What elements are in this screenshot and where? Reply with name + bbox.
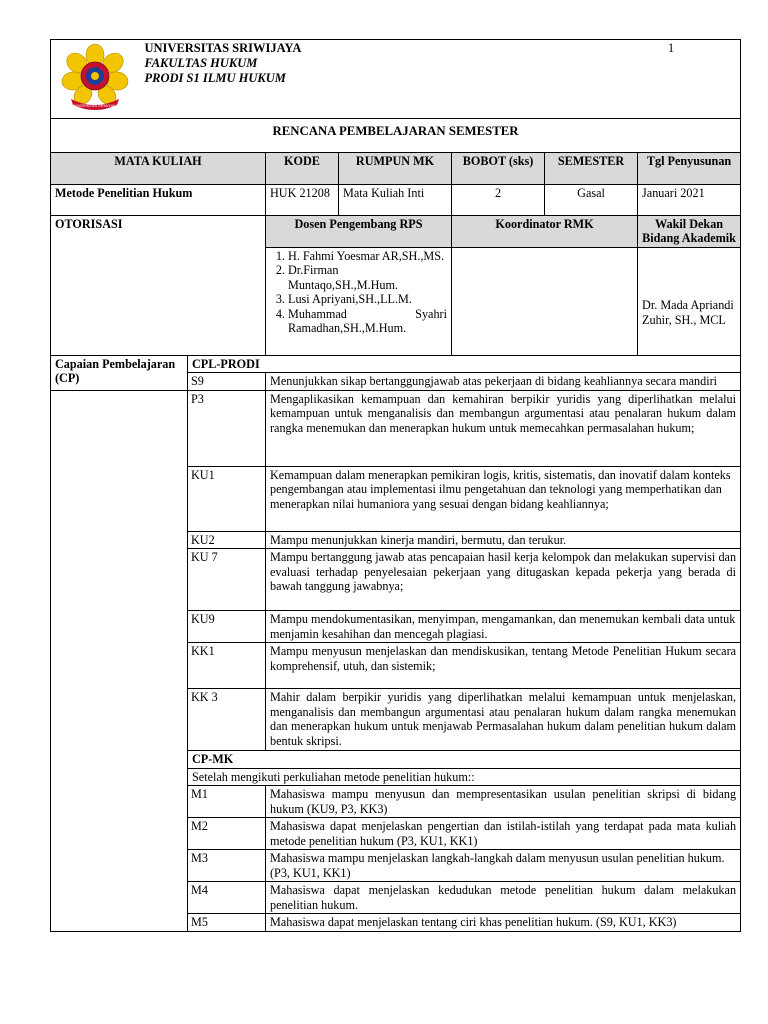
cpmk-text: Mahasiswa mampu menjelaskan langkah-langkah dalam menyusun usulan penelitian hukum. (P3, KU1, KK1) bbox=[266, 850, 741, 882]
svg-text:UNIVERSITAS SRIWIJAYA: UNIVERSITAS SRIWIJAYA bbox=[70, 103, 120, 108]
cpl-code: KU1 bbox=[188, 466, 266, 531]
cpl-code: P3 bbox=[188, 390, 266, 466]
cpl-text: Mengaplikasikan kemampuan dan kemahiran berpikir yuridis yang diperlihatkan melalui kemampuan untuk menganalisis dan membangun argumentasi atau penalaran hukum dalam rangka menemukan dan menerapkan hukum untuk memecahkan permasalahan hukum; bbox=[266, 390, 741, 466]
page-number: 1 bbox=[667, 41, 675, 55]
course-group: Mata Kuliah Inti bbox=[339, 184, 452, 215]
capaian-spacer bbox=[51, 390, 188, 931]
dosen-list bbox=[270, 249, 447, 336]
cpmk-text: Mahasiswa dapat menjelaskan kedudukan metode penelitian hukum dalam melakukan penelitian hukum. bbox=[266, 882, 741, 914]
koordinator-value bbox=[452, 247, 638, 355]
cpmk-text: Mahasiswa dapat menjelaskan tentang ciri khas penelitian hukum. (S9, KU1, KK3) bbox=[266, 914, 741, 932]
list-item: 2. Dr.Firman Muntaqo,SH.,M.Hum. bbox=[288, 263, 447, 292]
document-title: RENCANA PEMBELAJARAN SEMESTER bbox=[51, 118, 741, 152]
list-item: 4. Muhammad Syahri Ramadhan,SH.,M.Hum. bbox=[288, 307, 447, 336]
list-item: 3. Lusi Apriyani,SH.,LL.M. bbox=[288, 292, 447, 307]
cpl-text: Kemampuan dalam menerapkan pemikiran logis, kritis, sistematis, dan inovatif dalam konteks pengembangan atau implementasi ilmu pengetahuan dan teknologi yang memperhatikan dan menerapkan nilai humaniora yang sesuai dengan bidang keahliannya; bbox=[266, 466, 741, 531]
koordinator-header: Koordinator RMK bbox=[452, 215, 638, 247]
list-item: 1. H. Fahmi Yoesmar AR,SH.,MS. bbox=[288, 249, 447, 264]
cpl-code: KK1 bbox=[188, 643, 266, 689]
rps-document bbox=[50, 39, 740, 932]
course-semester: Gasal bbox=[545, 184, 638, 215]
cpl-code: S9 bbox=[188, 373, 266, 391]
faculty-name: FAKULTAS HUKUM bbox=[144, 56, 258, 70]
cpl-code: KU2 bbox=[188, 531, 266, 549]
cpl-text: Menunjukkan sikap bertanggungjawab atas pekerjaan di bidang keahliannya secara mandiri bbox=[266, 373, 741, 391]
wakil-header: Wakil Dekan Bidang Akademik bbox=[638, 215, 741, 247]
cpl-header: CPL-PRODI bbox=[188, 355, 741, 373]
cpl-text: Mahir dalam berpikir yuridis yang diperlihatkan melalui kemampuan untuk menjelaskan, menganalisis dan membangun argumentasi atau penalaran hukum dalam rangka menemukan dan menerapkan hukum untuk menjawab Permasalahan hukum dalam penelitian hukum dalam bentuk skripsi. bbox=[266, 689, 741, 751]
cpmk-text: Mahasiswa dapat menjelaskan pengertian dan istilah-istilah yang terdapat pada mata kuliah metode penelitian hukum (P3, KU1, KK1) bbox=[266, 818, 741, 850]
capaian-label: Capaian Pembelajaran (CP) bbox=[51, 355, 188, 390]
col-bobot: BOBOT (sks) bbox=[452, 152, 545, 184]
course-code: HUK 21208 bbox=[266, 184, 339, 215]
col-tgl: Tgl Penyusunan bbox=[638, 152, 741, 184]
university-logo-cell bbox=[51, 40, 141, 119]
otorisasi-label: OTORISASI bbox=[51, 215, 266, 355]
cpmk-code: M1 bbox=[188, 786, 266, 818]
course-credits: 2 bbox=[452, 184, 545, 215]
cpmk-intro: Setelah mengikuti perkuliahan metode penelitian hukum:: bbox=[188, 768, 741, 786]
col-semester: SEMESTER bbox=[545, 152, 638, 184]
col-kode: KODE bbox=[266, 152, 339, 184]
rps-table bbox=[50, 39, 741, 932]
course-name: Metode Penelitian Hukum bbox=[51, 184, 266, 215]
university-logo-icon bbox=[55, 41, 135, 113]
cpmk-code: M3 bbox=[188, 850, 266, 882]
cpl-text: Mampu bertanggung jawab atas pencapaian hasil kerja kelompok dan melakukan supervisi dan evaluasi terhadap penyelesaian pekerjaan yang ditugaskan kepada pekerja yang berada di bawah tanggung jawabnya; bbox=[266, 549, 741, 611]
cpmk-header: CP-MK bbox=[188, 751, 741, 769]
page-number-cell bbox=[545, 40, 741, 119]
col-rumpun: RUMPUN MK bbox=[339, 152, 452, 184]
dosen-list-cell bbox=[266, 247, 452, 355]
course-date: Januari 2021 bbox=[638, 184, 741, 215]
cpmk-code: M5 bbox=[188, 914, 266, 932]
dosen-header: Dosen Pengembang RPS bbox=[266, 215, 452, 247]
program-name: PRODI S1 ILMU HUKUM bbox=[144, 71, 286, 85]
wakil-value: Dr. Mada Apriandi Zuhir, SH., MCL bbox=[638, 247, 741, 355]
cpl-code: KU 7 bbox=[188, 549, 266, 611]
cpl-text: Mampu menunjukkan kinerja mandiri, bermutu, dan terukur. bbox=[266, 531, 741, 549]
cpl-text: Mampu mendokumentasikan, menyimpan, mengamankan, dan menemukan kembali data untuk menjamin kesahihan dan mencegah plagiasi. bbox=[266, 611, 741, 643]
cpmk-code: M2 bbox=[188, 818, 266, 850]
col-mata-kuliah: MATA KULIAH bbox=[51, 152, 266, 184]
cpmk-code: M4 bbox=[188, 882, 266, 914]
institution-block bbox=[141, 40, 545, 119]
cpl-text: Mampu menyusun menjelaskan dan mendiskusikan, tentang Metode Penelitian Hukum secara komprehensif, utuh, dan sistemik; bbox=[266, 643, 741, 689]
cpmk-text: Mahasiswa mampu menyusun dan mempresentasikan usulan penelitian skripsi di bidang hukum (KU9, P3, KK3) bbox=[266, 786, 741, 818]
cpl-code: KU9 bbox=[188, 611, 266, 643]
university-name: UNIVERSITAS SRIWIJAYA bbox=[144, 41, 302, 55]
cpl-code: KK 3 bbox=[188, 689, 266, 751]
